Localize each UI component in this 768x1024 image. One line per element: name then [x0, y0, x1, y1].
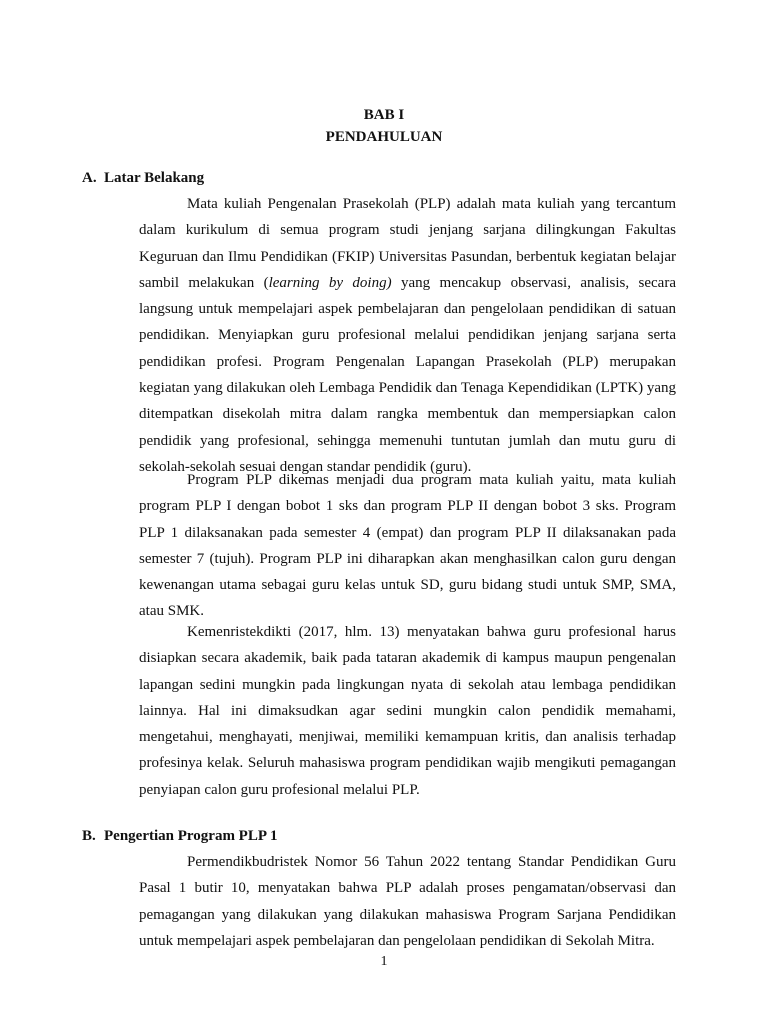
section-a-heading	[82, 168, 204, 188]
chapter-number: BAB I	[363, 107, 405, 123]
section-a-paragraph-2: Program PLP dikemas menjadi dua program mata kuliah yaitu, mata kuliah program PLP I dengan bobot 1 sks dan program PLP II dengan bobot 3 sks. Program PLP 1 dilaksanakan pada semester 4 (empat) dan program PLP II dilaksanakan pada semester 7 (tujuh). Program PLP ini diharapkan akan menghasilkan calon guru dengan kewenangan utama sebagai guru kelas untuk SD, guru bidang studi untuk SMP, SMA, atau SMK.	[139, 472, 676, 620]
chapter-title: PENDAHULUAN	[325, 129, 443, 145]
section-a-paragraph-3: Kemenristekdikti (2017, hlm. 13) menyatakan bahwa guru profesional harus disiapkan secara akademik, baik pada tataran akademik di kampus maupun pengenalan lapangan sedini mungkin pada lingkungan nyata di sekolah atau lembaga pendidikan lainnya. Hal ini dimaksudkan agar sedini mungkin calon pendidik memahami, mengetahui, menghayati, menjiwai, memiliki kemampuan kritis, dan analisis terhadap profesinya kelak. Seluruh mahasiswa program pendidikan wajib mengikuti pemagangan penyiapan calon guru profesional melalui PLP.	[139, 624, 676, 798]
section-b-letter: B.	[82, 828, 96, 844]
paragraph-text: Mata kuliah Pengenalan Prasekolah (PLP) adalah mata kuliah yang tercantum dalam kurikulum di semua program studi jenjang sarjana dilingkungan Fakultas Keguruan dan Ilmu Pendidikan (FKIP) Universitas Pasundan, berbentuk kegiatan belajar sambil melakukan (	[139, 196, 676, 291]
section-a-letter: A.	[82, 170, 97, 186]
section-b-heading	[82, 826, 277, 846]
paragraph-emphasis: learning by doing)	[268, 274, 392, 291]
page-number: 1	[380, 954, 388, 969]
section-a-title: Latar Belakang	[104, 170, 205, 186]
section-a-paragraph-1	[139, 191, 676, 480]
paragraph-text: yang mencakup observasi, analisis, secara langsung untuk mempelajari aspek pembelajaran dan pengelolaan pendidikan di satuan pendidikan. Menyiapkan guru profesional melalui pendidikan jenjang sarjana serta pendidikan profesi. Program Pengenalan Lapangan Prasekolah (PLP) merupakan kegiatan yang dilakukan oleh Lembaga Pendidik dan Tenaga Kependidikan (LPTK) yang ditempatkan disekolah mitra dalam rangka membentuk dan mempersiapkan calon pendidik yang profesional, sehingga memenuhi tuntutan jumlah dan mutu guru di sekolah-sekolah sesuai dengan standar pendidik (guru).	[139, 274, 676, 475]
section-b-paragraph-1: Permendikbudristek Nomor 56 Tahun 2022 tentang Standar Pendidikan Guru Pasal 1 butir 10, menyatakan bahwa PLP adalah proses pengamatan/observasi dan pemagangan yang dilakukan yang dilakukan mahasiswa Program Sarjana Pendidikan untuk mempelajari aspek pembelajaran dan pengelolaan pendidikan di Sekolah Mitra.	[139, 854, 676, 949]
section-b-title: Pengertian Program PLP 1	[104, 828, 278, 844]
